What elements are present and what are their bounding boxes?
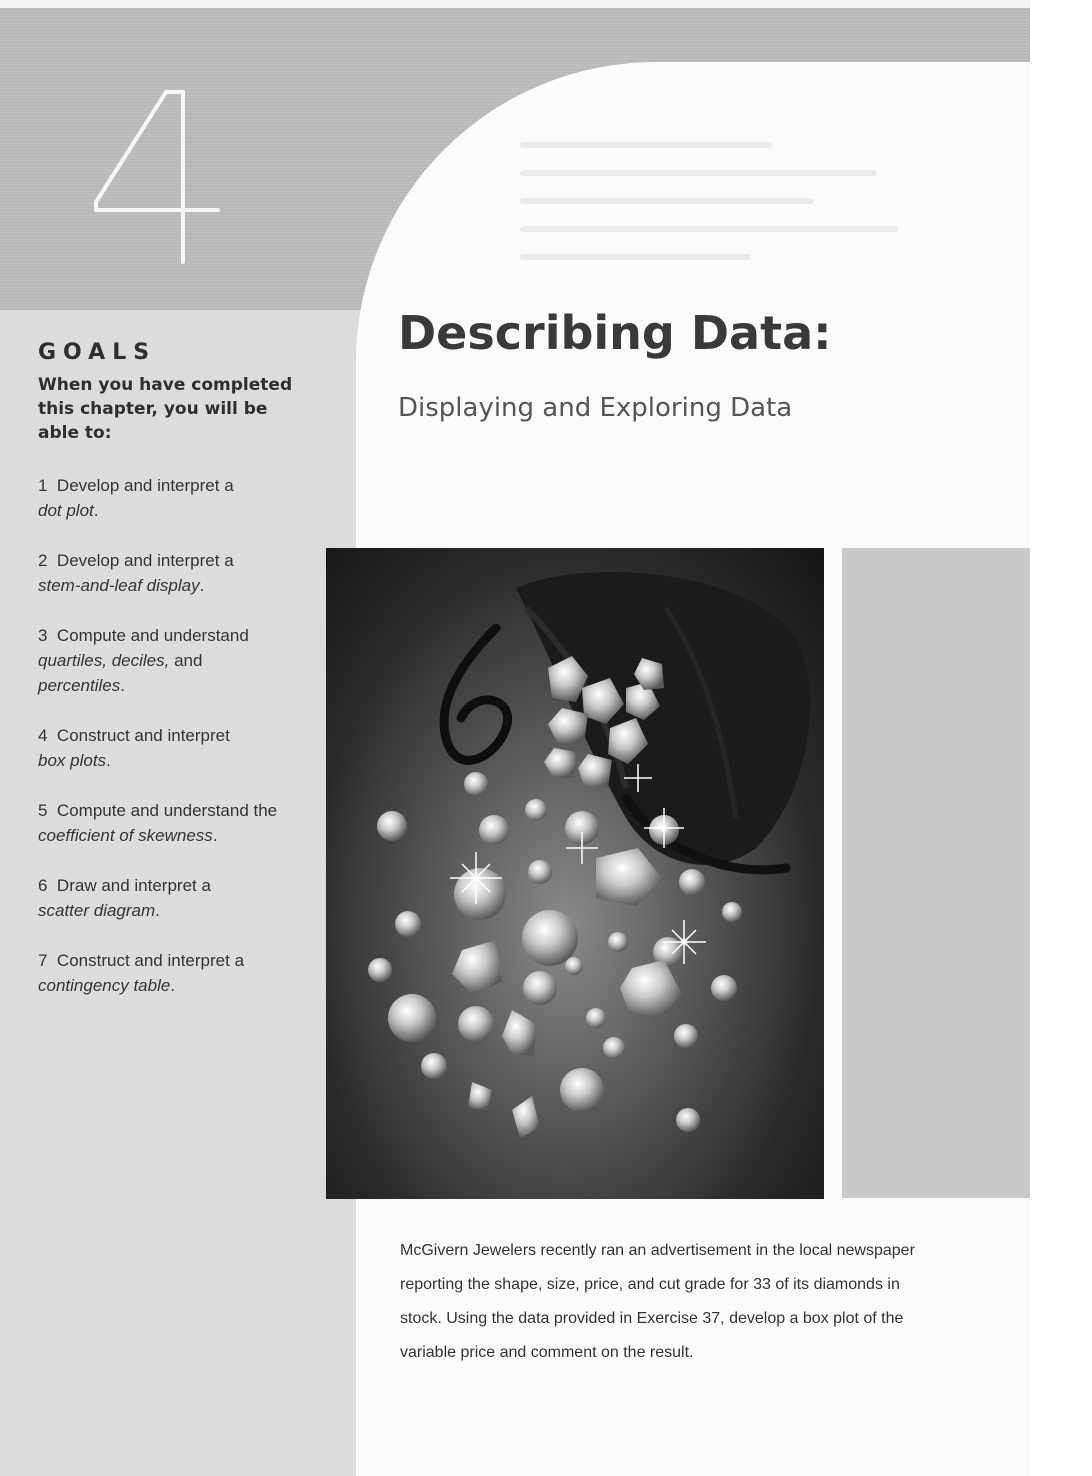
goal-text: Construct and interpret: [56, 726, 230, 745]
goal-term: box plots: [38, 751, 107, 770]
accent-bar: [842, 548, 1030, 1198]
goals-list: [38, 473, 308, 1023]
page-margin: [1030, 0, 1092, 1476]
goal-number: 5: [38, 801, 48, 820]
goal-item: 7 Construct and interpret a contingency table.: [38, 951, 245, 995]
goal-number: 2: [38, 551, 48, 570]
goal-term: coefficient of skewness: [38, 826, 213, 845]
goal-term: quartiles, deciles,: [38, 651, 170, 670]
diamonds-photo: [326, 548, 824, 1199]
goal-item: 1 Develop and interpret a dot plot.: [38, 476, 234, 520]
goal-text: Draw and interpret a: [56, 876, 211, 895]
goal-term: stem-and-leaf display: [38, 576, 200, 595]
goal-item: 3 Compute and understand quartiles, deciles, and percentiles.: [38, 626, 249, 695]
goal-text: Develop and interpret a: [56, 551, 234, 570]
goal-term: percentiles: [38, 676, 121, 695]
goal-term: dot plot: [38, 501, 94, 520]
goal-number: 1: [38, 476, 48, 495]
goals-intro: When you have completed this chapter, you will be able to:: [38, 375, 293, 443]
chapter-opening-caption: McGivern Jewelers recently ran an advertisement in the local newspaper reporting the shape, size, price, and cut grade for 33 of its diamonds in stock. Using the data provided in Exercise 37, develop a box plot of the variable price and comment on the result.: [400, 1242, 915, 1361]
goal-number: 3: [38, 626, 48, 645]
goal-item: 2 Develop and interpret a stem-and-leaf display.: [38, 551, 234, 595]
goal-item: 6 Draw and interpret a scatter diagram.: [38, 876, 211, 920]
goal-text: Compute and understand: [56, 626, 249, 645]
drawstring: [444, 628, 508, 760]
goals-heading: GOALS: [38, 340, 157, 365]
goal-item: 4 Construct and interpret box plots.: [38, 726, 230, 770]
goal-term: scatter diagram: [38, 901, 156, 920]
chapter-number-graphic: [88, 82, 238, 272]
goal-item: 5 Compute and understand the coefficient of skewness.: [38, 801, 278, 845]
goal-number: 4: [38, 726, 48, 745]
goal-term: contingency table: [38, 976, 171, 995]
chapter-subtitle: Displaying and Exploring Data: [398, 393, 793, 423]
goal-number: 6: [38, 876, 48, 895]
goal-text: Develop and interpret a: [56, 476, 234, 495]
diamonds-illustration: [326, 548, 824, 1199]
goal-text: Construct and interpret a: [56, 951, 245, 970]
goal-number: 7: [38, 951, 48, 970]
chapter-title: Describing Data:: [398, 306, 832, 360]
bleed-through-text: [520, 120, 940, 320]
chapter-number: [88, 82, 238, 276]
goal-text: Compute and understand the: [56, 801, 278, 820]
